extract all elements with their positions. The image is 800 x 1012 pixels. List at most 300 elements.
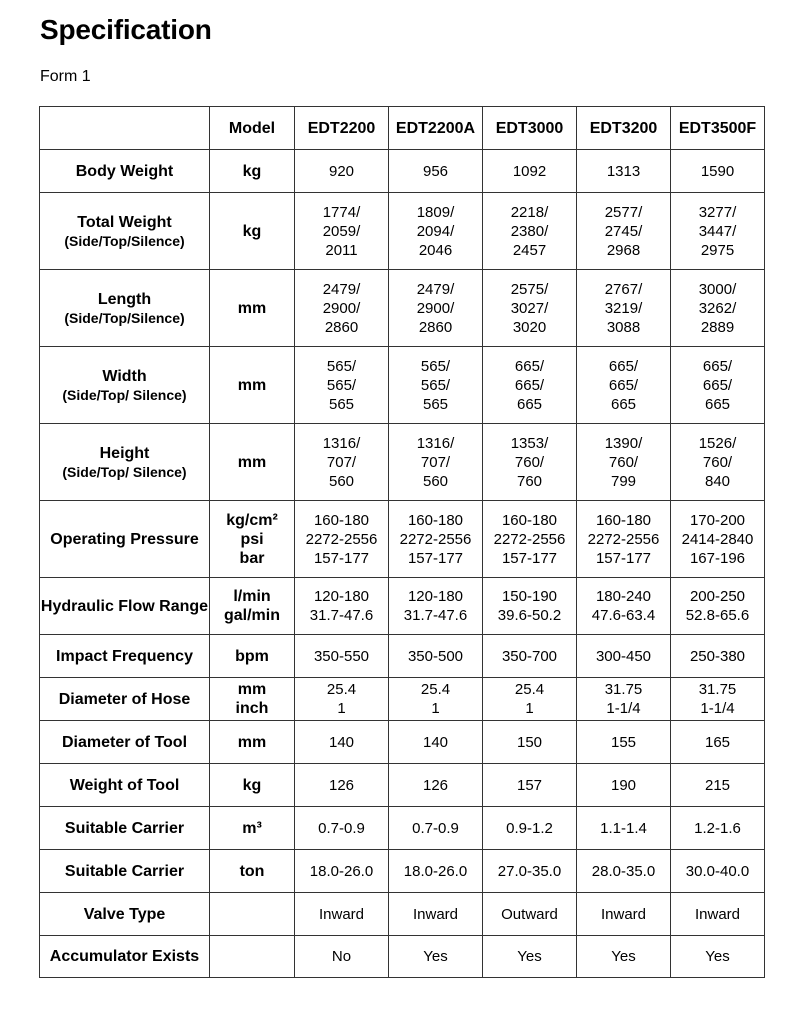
value-text: 3262/ [698, 299, 737, 317]
value-text: 31.7-47.6 [403, 607, 468, 624]
value-text: 2011 [325, 241, 358, 259]
value-text: 0.9-1.2 [506, 819, 553, 837]
unit-text: psi [240, 530, 264, 548]
value-text: 160-180 [407, 511, 464, 529]
value-text: 560 [328, 472, 355, 490]
value-text: 1 [337, 700, 346, 717]
row-label [40, 578, 210, 635]
value-text: 126 [422, 776, 449, 794]
value-text: 665/ [702, 376, 733, 394]
value-cell [577, 424, 671, 501]
value-text: Yes [423, 948, 448, 965]
table-row [40, 270, 765, 347]
value-cell [295, 850, 389, 893]
unit-text: kg [242, 776, 262, 794]
value-cell [295, 150, 389, 193]
unit-text: ton [239, 862, 265, 880]
table-row [40, 635, 765, 678]
value-text: 760/ [514, 453, 545, 471]
row-label [40, 678, 210, 721]
value-text: 760 [516, 472, 543, 490]
row-label-text: Operating Pressure [50, 530, 199, 548]
value-text: 150 [516, 733, 543, 751]
row-label [40, 764, 210, 807]
value-text: 120-180 [313, 588, 370, 605]
row-label-text: Valve Type [83, 905, 166, 923]
value-text: 2860 [324, 318, 359, 336]
value-text: 665/ [514, 357, 545, 375]
value-text: 1809/ [416, 203, 455, 221]
value-text: 3000/ [698, 280, 737, 298]
unit-text: kg [242, 162, 262, 180]
value-text: Yes [705, 948, 730, 965]
value-cell [295, 347, 389, 424]
value-text: 2272-2556 [493, 530, 566, 548]
value-text: 1 [431, 700, 440, 717]
value-text: Yes [517, 948, 542, 965]
value-cell [483, 347, 577, 424]
header-model-label: Model [210, 107, 295, 150]
value-cell [389, 578, 483, 635]
value-text: 47.6-63.4 [591, 607, 656, 624]
value-cell [577, 501, 671, 578]
value-text: 665 [704, 395, 731, 413]
value-text: 565/ [420, 376, 451, 394]
value-cell [295, 678, 389, 721]
value-text: 2479/ [416, 280, 455, 298]
row-label [40, 270, 210, 347]
value-text: 665/ [608, 357, 639, 375]
row-sublabel-text: (Side/Top/Silence) [64, 309, 185, 326]
value-text: 2218/ [510, 203, 549, 221]
value-text: 157-177 [595, 549, 652, 567]
value-cell [295, 424, 389, 501]
value-text: 2059/ [322, 222, 361, 240]
value-cell [671, 150, 765, 193]
value-text: 840 [704, 472, 731, 490]
specification-table [39, 106, 765, 978]
value-text: 565 [422, 395, 449, 413]
value-text: 565/ [326, 357, 357, 375]
unit-cell [210, 578, 295, 635]
unit-cell [210, 635, 295, 678]
value-cell [577, 936, 671, 978]
value-text: 1390/ [604, 434, 643, 452]
page-title: Specification [40, 14, 212, 45]
value-cell [295, 721, 389, 764]
value-cell [483, 424, 577, 501]
value-text: 157-177 [407, 549, 464, 567]
value-text: 350-550 [313, 647, 370, 665]
value-text: 1.1-1.4 [600, 819, 647, 837]
row-label-text: Width [102, 367, 147, 385]
table-row [40, 193, 765, 270]
row-label-text: Hydraulic Flow Range [40, 597, 209, 615]
value-text: 2900/ [322, 299, 361, 317]
value-cell [483, 150, 577, 193]
value-text: 1.2-1.6 [694, 819, 741, 837]
unit-text: mm [237, 681, 267, 698]
value-text: 760/ [608, 453, 639, 471]
value-cell [483, 635, 577, 678]
value-text: 27.0-35.0 [497, 862, 562, 880]
row-label [40, 347, 210, 424]
header-model-edt2200a: EDT2200A [389, 107, 483, 150]
value-text: 707/ [326, 453, 357, 471]
value-text: 140 [422, 733, 449, 751]
value-cell [483, 193, 577, 270]
value-text: 707/ [420, 453, 451, 471]
value-text: 2272-2556 [587, 530, 660, 548]
unit-cell [210, 893, 295, 936]
value-cell [671, 678, 765, 721]
value-text: 150-190 [501, 588, 558, 605]
unit-text: mm [237, 733, 267, 751]
unit-cell [210, 850, 295, 893]
value-text: 350-500 [407, 647, 464, 665]
value-cell [483, 721, 577, 764]
value-cell [389, 850, 483, 893]
value-text: 250-380 [689, 647, 746, 665]
value-cell [577, 807, 671, 850]
value-cell [671, 635, 765, 678]
unit-cell [210, 678, 295, 721]
row-label [40, 893, 210, 936]
value-text: 52.8-65.6 [685, 607, 750, 624]
unit-cell [210, 501, 295, 578]
value-text: 2457 [512, 241, 547, 259]
header-model-edt2200: EDT2200 [295, 107, 389, 150]
value-text: 140 [328, 733, 355, 751]
value-cell [483, 764, 577, 807]
value-cell [483, 807, 577, 850]
value-text: 2889 [700, 318, 735, 336]
value-text: 25.4 [326, 681, 357, 698]
row-label-text: Impact Frequency [56, 647, 193, 665]
value-text: 3088 [606, 318, 641, 336]
row-label-text: Total Weight [77, 213, 172, 231]
value-text: 25.4 [514, 681, 545, 698]
value-text: 2272-2556 [305, 530, 378, 548]
value-text: 1774/ [322, 203, 361, 221]
table-row [40, 678, 765, 721]
value-cell [295, 501, 389, 578]
value-text: 18.0-26.0 [309, 862, 374, 880]
value-cell [577, 270, 671, 347]
unit-cell [210, 270, 295, 347]
value-cell [577, 764, 671, 807]
value-text: 25.4 [420, 681, 451, 698]
unit-cell [210, 193, 295, 270]
value-text: 665 [610, 395, 637, 413]
value-text: Inward [318, 905, 365, 923]
value-cell [671, 270, 765, 347]
value-cell [389, 635, 483, 678]
unit-text: mm [237, 376, 267, 394]
value-text: 956 [422, 162, 449, 180]
value-text: 2860 [418, 318, 453, 336]
value-cell [671, 347, 765, 424]
value-text: 170-200 [689, 511, 746, 529]
value-text: 160-180 [595, 511, 652, 529]
unit-cell [210, 721, 295, 764]
table-row [40, 150, 765, 193]
value-cell [389, 424, 483, 501]
value-text: 160-180 [501, 511, 558, 529]
value-cell [295, 936, 389, 978]
unit-cell [210, 424, 295, 501]
value-cell [483, 893, 577, 936]
table-row [40, 347, 765, 424]
value-cell [671, 501, 765, 578]
value-cell [577, 721, 671, 764]
table-row [40, 936, 765, 978]
value-text: 165 [704, 733, 731, 751]
header-row [40, 107, 765, 150]
value-text: 200-250 [689, 588, 746, 605]
value-cell [389, 501, 483, 578]
value-text: 560 [422, 472, 449, 490]
value-text: 157 [516, 776, 543, 794]
table-row [40, 424, 765, 501]
unit-text: bar [239, 549, 265, 567]
value-text: 1353/ [510, 434, 549, 452]
value-cell [577, 850, 671, 893]
unit-cell [210, 764, 295, 807]
value-cell [295, 893, 389, 936]
value-cell [671, 193, 765, 270]
value-text: 1313 [606, 162, 641, 180]
value-text: Inward [600, 905, 647, 923]
value-cell [577, 893, 671, 936]
unit-cell [210, 936, 295, 978]
value-text: 665/ [608, 376, 639, 394]
value-text: 0.7-0.9 [318, 819, 365, 837]
row-label-text: Diameter of Tool [61, 733, 188, 751]
value-text: 2900/ [416, 299, 455, 317]
value-cell [671, 764, 765, 807]
header-model-edt3200: EDT3200 [577, 107, 671, 150]
unit-text: inch [235, 700, 269, 717]
value-text: 1590 [700, 162, 735, 180]
value-text: 665/ [702, 357, 733, 375]
value-text: 190 [610, 776, 637, 794]
unit-cell [210, 347, 295, 424]
value-text: 1526/ [698, 434, 737, 452]
row-label [40, 721, 210, 764]
unit-text: kg [242, 222, 262, 240]
value-cell [671, 721, 765, 764]
value-cell [577, 193, 671, 270]
value-text: Inward [694, 905, 741, 923]
value-cell [577, 347, 671, 424]
value-text: 31.75 [698, 681, 737, 698]
value-cell [295, 578, 389, 635]
table-row [40, 764, 765, 807]
unit-text: mm [237, 299, 267, 317]
value-text: 2414-2840 [681, 530, 754, 548]
value-cell [483, 678, 577, 721]
row-label [40, 850, 210, 893]
value-text: 1-1/4 [606, 700, 641, 717]
value-text: 2767/ [604, 280, 643, 298]
value-text: 799 [610, 472, 637, 490]
value-text: 157-177 [313, 549, 370, 567]
value-text: 2975 [700, 241, 735, 259]
value-cell [295, 193, 389, 270]
value-cell [577, 150, 671, 193]
table-row [40, 850, 765, 893]
unit-text: l/min [233, 588, 271, 605]
row-label-text: Body Weight [75, 162, 174, 180]
value-text: 2380/ [510, 222, 549, 240]
value-cell [295, 764, 389, 807]
value-text: 665/ [514, 376, 545, 394]
value-cell [671, 936, 765, 978]
value-text: 3447/ [698, 222, 737, 240]
value-cell [389, 678, 483, 721]
row-label [40, 150, 210, 193]
row-label-text: Suitable Carrier [64, 819, 185, 837]
value-text: 31.75 [604, 681, 643, 698]
value-text: 2094/ [416, 222, 455, 240]
value-cell [389, 936, 483, 978]
value-cell [483, 501, 577, 578]
value-text: 3027/ [510, 299, 549, 317]
value-text: 1 [525, 700, 534, 717]
value-text: 565/ [326, 376, 357, 394]
value-cell [671, 578, 765, 635]
value-text: 1092 [512, 162, 547, 180]
value-text: 2577/ [604, 203, 643, 221]
value-cell [483, 850, 577, 893]
value-text: 155 [610, 733, 637, 751]
value-text: 2272-2556 [399, 530, 472, 548]
value-text: 565/ [420, 357, 451, 375]
row-sublabel-text: (Side/Top/ Silence) [62, 463, 187, 480]
value-text: 160-180 [313, 511, 370, 529]
row-label [40, 936, 210, 978]
form-label: Form 1 [40, 68, 91, 85]
value-text: 565 [328, 395, 355, 413]
value-text: 300-450 [595, 647, 652, 665]
row-label-text: Weight of Tool [69, 776, 180, 794]
header-blank-cell [40, 107, 210, 150]
value-text: 920 [328, 162, 355, 180]
unit-text: mm [237, 453, 267, 471]
value-text: 215 [704, 776, 731, 794]
value-text: 0.7-0.9 [412, 819, 459, 837]
row-label-text: Diameter of Hose [58, 690, 191, 708]
table-row [40, 807, 765, 850]
value-text: 120-180 [407, 588, 464, 605]
value-text: 30.0-40.0 [685, 862, 750, 880]
row-sublabel-text: (Side/Top/Silence) [64, 232, 185, 249]
unit-cell [210, 807, 295, 850]
value-cell [577, 678, 671, 721]
value-text: 3020 [512, 318, 547, 336]
value-cell [483, 270, 577, 347]
header-model-edt3500f: EDT3500F [671, 107, 765, 150]
row-label [40, 807, 210, 850]
unit-text: kg/cm² [226, 511, 278, 529]
row-label-text: Suitable Carrier [64, 862, 185, 880]
row-label-text: Length [97, 290, 152, 308]
row-label [40, 635, 210, 678]
value-text: Inward [412, 905, 459, 923]
value-text: 1316/ [322, 434, 361, 452]
value-cell [483, 936, 577, 978]
row-sublabel-text: (Side/Top/ Silence) [62, 386, 187, 403]
value-text: 157-177 [501, 549, 558, 567]
value-cell [577, 578, 671, 635]
unit-cell [210, 150, 295, 193]
table-row [40, 721, 765, 764]
value-text: 2968 [606, 241, 641, 259]
value-text: 126 [328, 776, 355, 794]
value-cell [389, 721, 483, 764]
value-cell [295, 270, 389, 347]
value-text: 180-240 [595, 588, 652, 605]
value-text: 3277/ [698, 203, 737, 221]
value-text: 350-700 [501, 647, 558, 665]
value-cell [671, 424, 765, 501]
value-cell [483, 578, 577, 635]
value-text: No [331, 948, 352, 965]
header-model-edt3000: EDT3000 [483, 107, 577, 150]
value-cell [577, 635, 671, 678]
value-text: 3219/ [604, 299, 643, 317]
value-text: Outward [501, 905, 558, 923]
value-text: 18.0-26.0 [403, 862, 468, 880]
value-cell [671, 893, 765, 936]
row-label-text: Accumulator Exists [49, 948, 200, 965]
value-text: 2479/ [322, 280, 361, 298]
table-body [40, 150, 765, 978]
row-label [40, 501, 210, 578]
value-text: 31.7-47.6 [309, 607, 374, 624]
value-cell [295, 807, 389, 850]
value-cell [389, 270, 483, 347]
unit-text: m³ [242, 819, 262, 837]
value-cell [389, 347, 483, 424]
value-text: 39.6-50.2 [497, 607, 562, 624]
value-cell [671, 807, 765, 850]
row-label [40, 193, 210, 270]
value-text: 2575/ [510, 280, 549, 298]
value-text: 760/ [702, 453, 733, 471]
value-cell [389, 150, 483, 193]
value-text: 665 [516, 395, 543, 413]
value-cell [671, 850, 765, 893]
unit-text: bpm [235, 647, 269, 665]
value-cell [389, 893, 483, 936]
unit-text: gal/min [223, 607, 280, 624]
value-text: 28.0-35.0 [591, 862, 656, 880]
table-row [40, 501, 765, 578]
table-row [40, 578, 765, 635]
value-text: 2745/ [604, 222, 643, 240]
table-row [40, 893, 765, 936]
value-cell [295, 635, 389, 678]
value-text: 2046 [418, 241, 453, 259]
value-text: Yes [611, 948, 636, 965]
value-cell [389, 807, 483, 850]
row-label [40, 424, 210, 501]
value-text: 167-196 [689, 549, 746, 567]
value-cell [389, 193, 483, 270]
value-cell [389, 764, 483, 807]
